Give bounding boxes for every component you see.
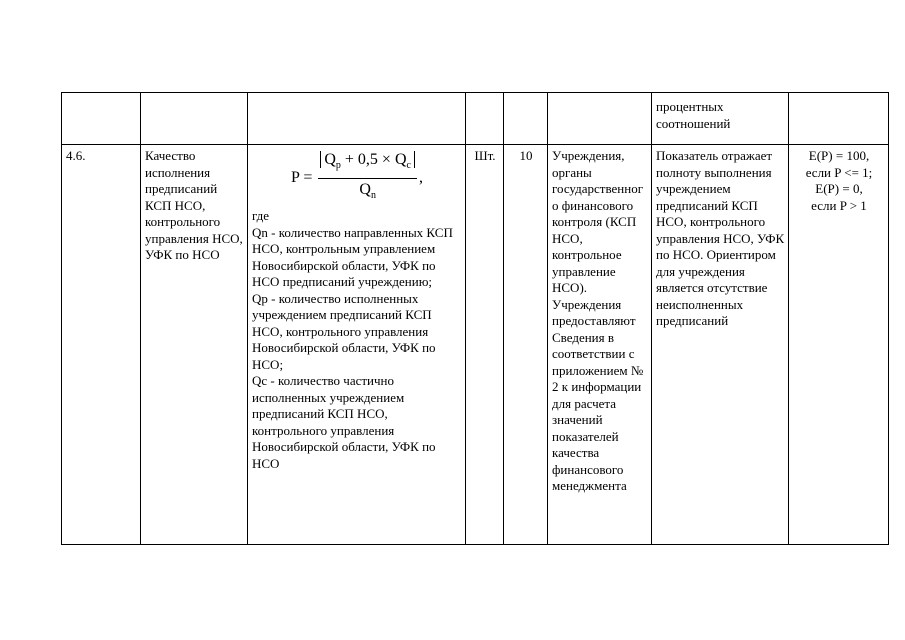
cell-empty (504, 93, 548, 145)
formula-subscript: c (406, 160, 411, 172)
cell-method: Показатель отражает полноту выполнения учреждением предписаний КСП НСО, контрольного управления НСО, УФК по НСО. Ориентиром для учреждения является отсутствие неисполненных предписаний (652, 145, 789, 545)
formula-fraction (318, 152, 417, 204)
table-row-continuation (62, 93, 889, 145)
formula-q-symbol: Q (324, 151, 336, 168)
cell-empty (548, 93, 652, 145)
cell-empty (62, 93, 141, 145)
cell-empty (789, 93, 889, 145)
scale-line: если P <= 1; (805, 164, 873, 180)
cell-empty (141, 93, 248, 145)
cell-indicator-name: Качество исполнения предписаний КСП НСО, контрольного управления НСО, УФК по НСО (141, 145, 248, 545)
formula-q-symbol: Q (394, 151, 407, 168)
formula-abs (320, 151, 415, 172)
definition-item: Qp - количество исполненных учреждением предписаний КСП НСО, контрольного управления Новосибирской области, УФК по НСО; (252, 290, 436, 372)
cell-empty (248, 93, 466, 145)
table-row-indicator (62, 145, 889, 545)
cell-unit: Шт. (466, 145, 504, 545)
cell-data-source: Учреждения, органы государственного финансового контроля (КСП НСО, контрольное управление НСО). Учреждения предоставляют Сведения в соответствии с приложением № 2 к информации для расчета значений показателей качества финансового менеджмента (548, 145, 652, 545)
cell-formula (248, 145, 466, 545)
formula-subscript: n (370, 189, 376, 201)
scale-line: E(P) = 100, (808, 148, 870, 163)
cell-number: 4.6. (62, 145, 141, 545)
definitions-list (252, 225, 462, 473)
where-label: где (252, 208, 270, 224)
indicators-table (61, 92, 889, 545)
formula-q-symbol: Q (359, 180, 371, 198)
definition-item: Qc - количество частично исполненных учреждением предписаний КСП НСО, контрольного управления Новосибирской области, УФК по НСО (252, 373, 436, 471)
scale-line: E(P) = 0, (815, 181, 863, 196)
cell-empty (466, 93, 504, 145)
formula-subscript: p (335, 160, 341, 172)
formula-numerator (318, 152, 417, 179)
scale-line: если P > 1 (811, 197, 867, 213)
formula-lhs: P = (291, 168, 313, 186)
cell-method-continuation: процентных соотношений (652, 93, 789, 145)
formula-comma: , (418, 168, 423, 186)
definition-item: Qn - количество направленных КСП НСО, контрольным управлением Новосибирской области, УФК по НСО предписаний учреждению; (252, 224, 453, 290)
cell-weight: 10 (504, 145, 548, 545)
formula-operator: + 0,5 × (344, 151, 391, 168)
formula (252, 152, 462, 204)
formula-denominator (359, 179, 376, 205)
cell-scoring-scale (789, 145, 889, 545)
